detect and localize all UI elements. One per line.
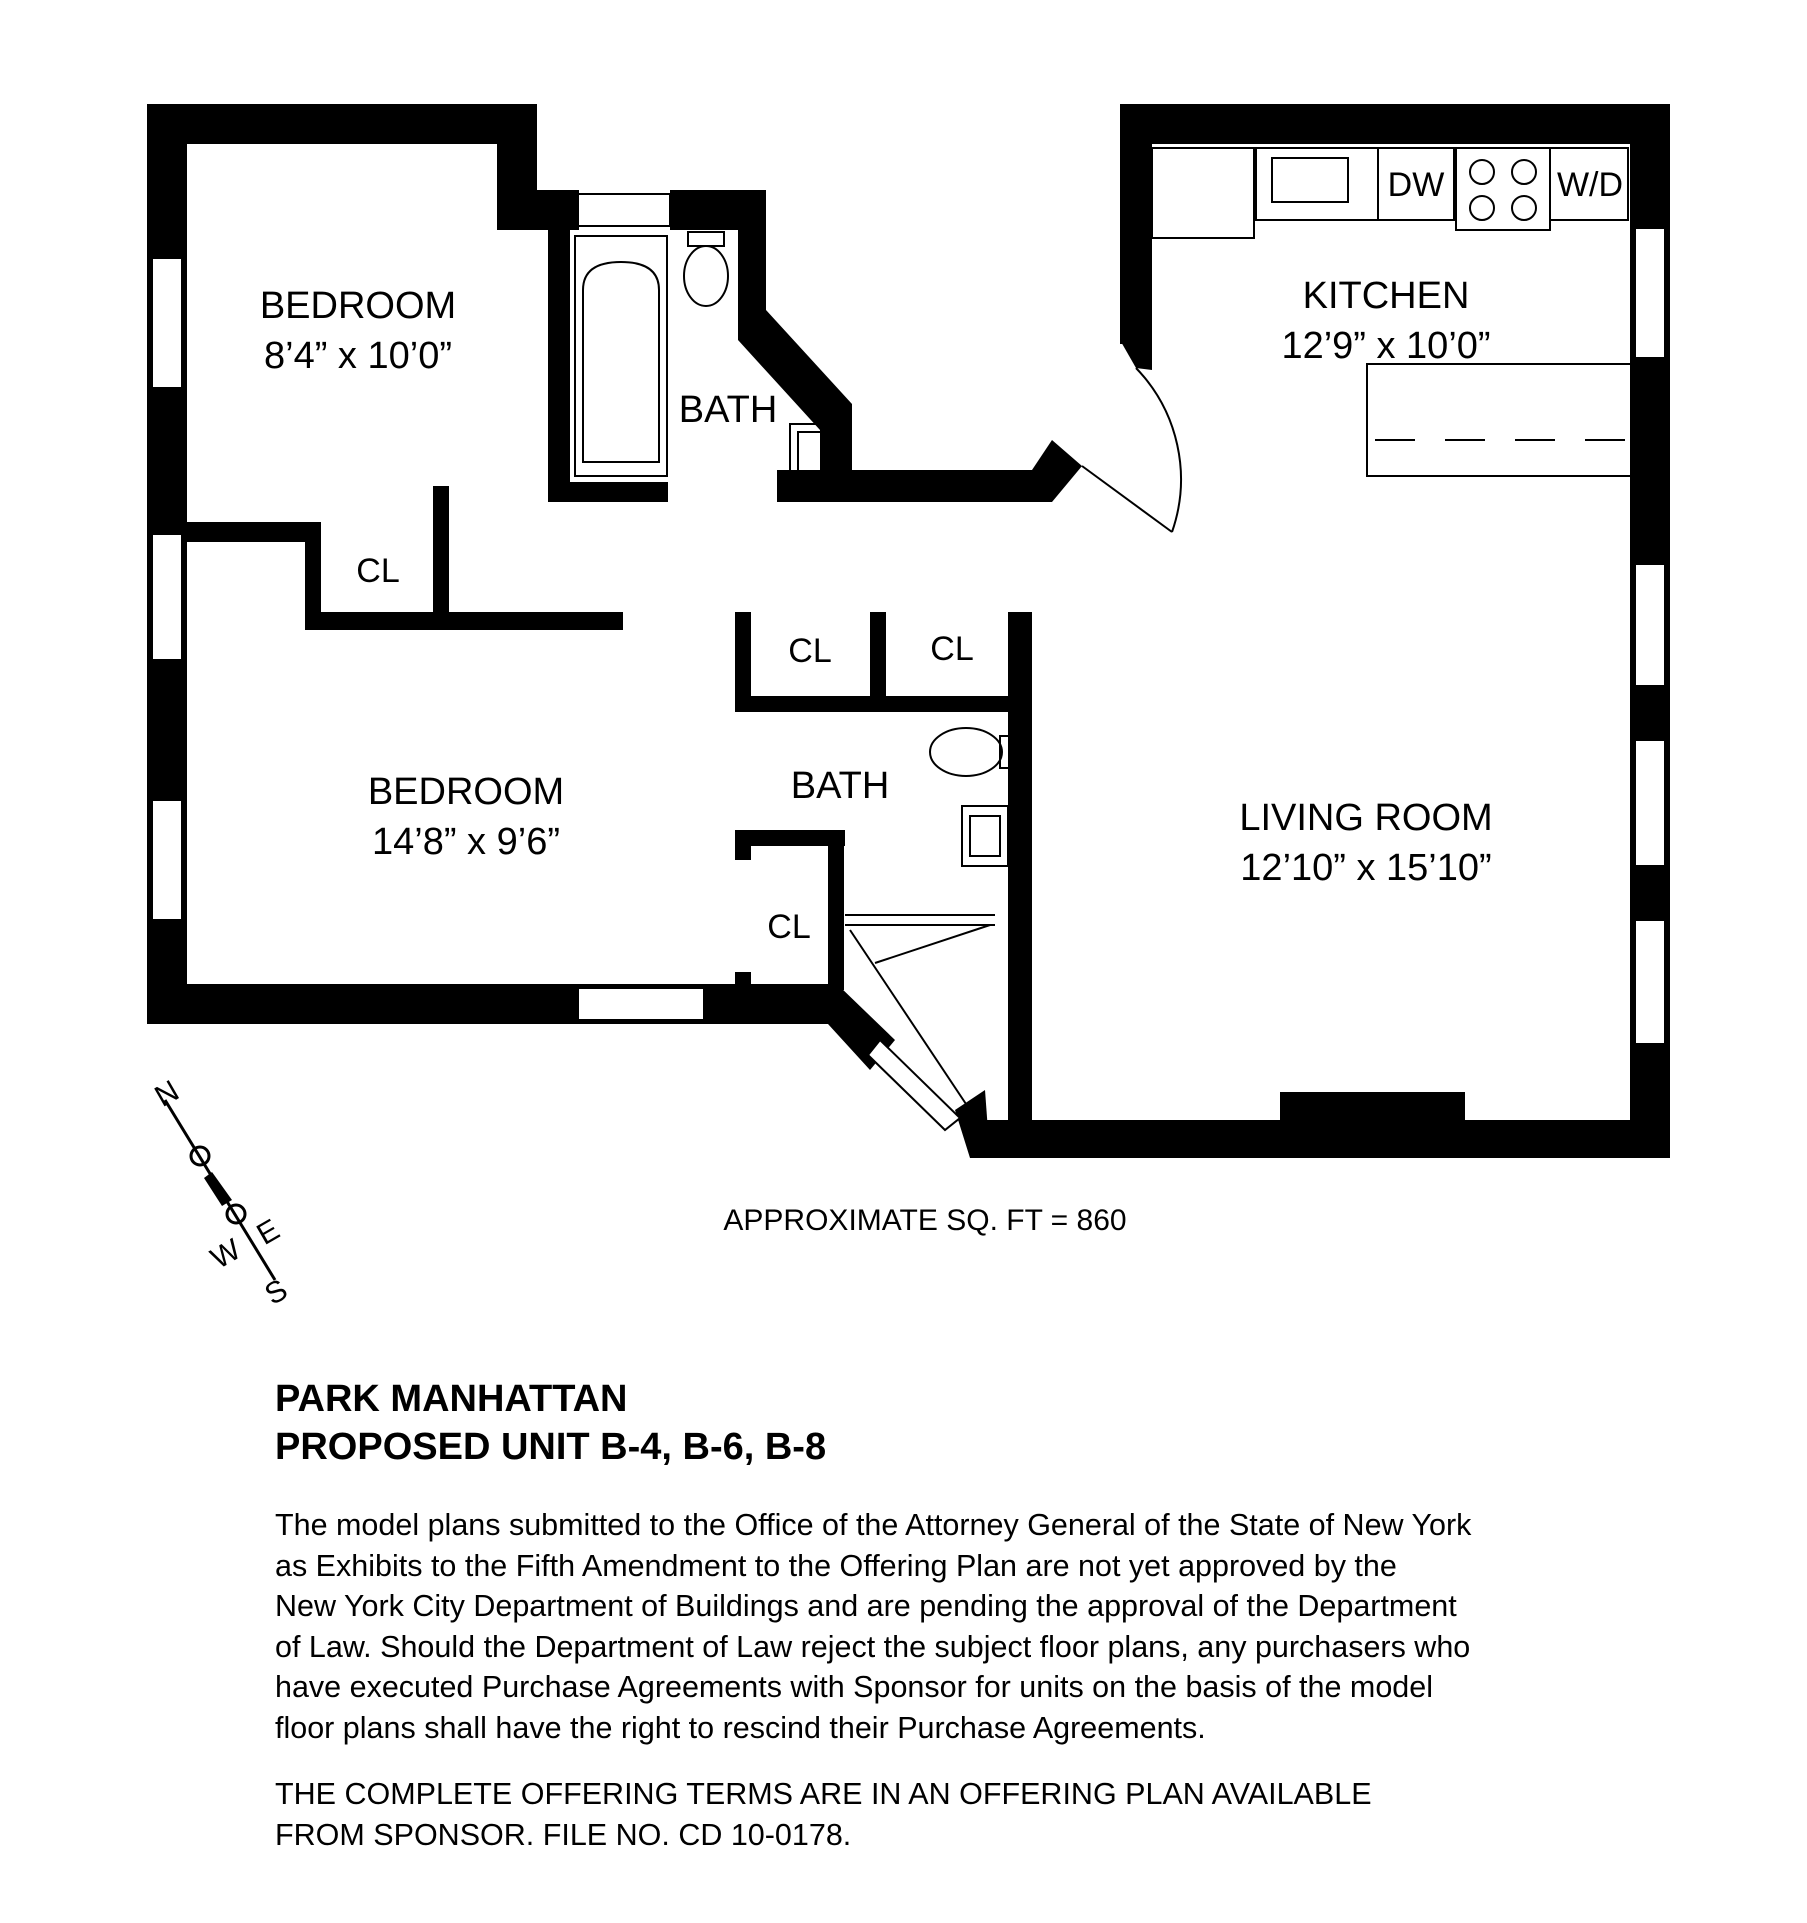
stove-icon [1456, 148, 1550, 230]
kitchen-island [1367, 364, 1631, 476]
bedroom2-name: BEDROOM [367, 771, 565, 813]
unit-title: PROPOSED UNIT B-4, B-6, B-8 [275, 1426, 827, 1468]
compass-icon [149, 1074, 293, 1311]
window [1635, 228, 1665, 358]
window [152, 800, 182, 920]
project-title: PARK MANHATTAN [275, 1378, 628, 1420]
bath2-label: BATH [790, 765, 890, 807]
window [152, 258, 182, 388]
disclaimer-text [275, 1505, 1655, 1748]
toilet-icon [684, 246, 728, 306]
window [1635, 564, 1665, 686]
window [1635, 740, 1665, 866]
closet-label: CL [788, 632, 832, 670]
offering-line: THE COMPLETE OFFERING TERMS ARE IN AN OFFERING PLAN AVAILABLE [275, 1777, 1372, 1811]
closet-label: CL [930, 630, 974, 668]
disclaimer-line: New York City Department of Buildings and are pending the approval of the Department [275, 1589, 1457, 1623]
compass-east: E [251, 1213, 286, 1252]
washer-dryer-label: W/D [1556, 166, 1624, 204]
disclaimer-line: as Exhibits to the Fifth Amendment to the Offering Plan are not yet approved by the [275, 1548, 1397, 1583]
closet-label: CL [767, 908, 811, 946]
counter [1152, 148, 1254, 238]
offering-note [275, 1774, 1655, 1855]
window [578, 194, 670, 226]
disclaimer-line: have executed Purchase Agreements with Sponsor for units on the basis of the model [275, 1670, 1433, 1704]
dishwasher-label: DW [1387, 166, 1445, 204]
bath1-label: BATH [678, 389, 778, 431]
window [578, 988, 704, 1020]
living-dims: 12’10” x 15’10” [1240, 847, 1492, 889]
kitchen-name: KITCHEN [1302, 275, 1470, 317]
window [152, 534, 182, 660]
fixtures [575, 148, 1631, 866]
bedroom1-dims: 8’4” x 10’0” [264, 335, 452, 377]
bedroom2-dims: 14’8” x 9’6” [372, 821, 560, 863]
title-block [275, 1375, 1655, 1855]
bathtub-basin [583, 262, 659, 462]
offering-line: FROM SPONSOR. FILE NO. CD 10-0178. [275, 1817, 852, 1852]
window [868, 1040, 960, 1130]
window [1635, 920, 1665, 1044]
kitchen-dims: 12’9” x 10’0” [1281, 325, 1491, 367]
living-name: LIVING ROOM [1239, 797, 1493, 839]
compass-south: S [259, 1273, 294, 1312]
walls [147, 104, 1670, 1158]
room-labels [260, 166, 1623, 946]
disclaimer-line: The model plans submitted to the Office of the Attorney General of the State of New York [275, 1508, 1472, 1542]
toilet-icon [930, 728, 1002, 776]
compass-north: N [149, 1074, 185, 1114]
disclaimer-line: of Law. Should the Department of Law reject the subject floor plans, any purchasers who [275, 1629, 1471, 1664]
disclaimer-line: floor plans shall have the right to rescind their Purchase Agreements. [275, 1710, 1206, 1745]
bedroom1-name: BEDROOM [259, 285, 457, 327]
compass-west: W [205, 1232, 247, 1276]
closet-label: CL [356, 552, 400, 590]
area-note: APPROXIMATE SQ. FT = 860 [723, 1204, 1127, 1237]
